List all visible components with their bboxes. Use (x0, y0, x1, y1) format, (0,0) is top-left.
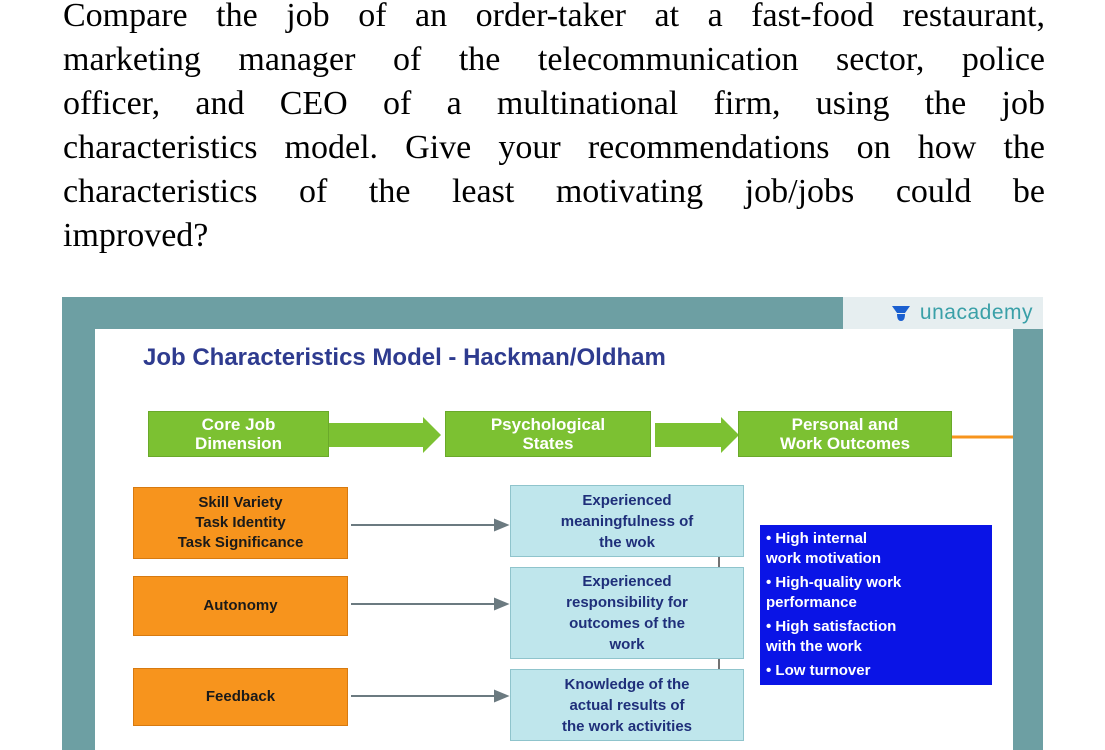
state-knowledge-results (510, 669, 744, 741)
header-line: Psychological (490, 415, 606, 434)
state-line: the work activities (561, 717, 693, 735)
unacademy-logo-icon (890, 302, 912, 324)
state-line: actual results of (569, 696, 685, 714)
state-line: outcomes of the (569, 615, 685, 632)
state-meaningfulness (510, 485, 744, 557)
question-text (63, 0, 1045, 258)
header-line: Personal and (791, 415, 899, 434)
diagram-title: Job Characteristics Model - Hackman/Oldham (143, 344, 666, 371)
slide (95, 329, 1013, 750)
outcome-line: • High satisfaction (766, 618, 897, 635)
outcome-line: work motivation (766, 550, 882, 567)
job-characteristics-figure (62, 297, 1043, 750)
outcome-line: • Low turnover (766, 662, 871, 679)
arrowhead-2 (495, 599, 507, 609)
outcome-line: • High-quality work (766, 574, 902, 591)
state-line: the wok (599, 533, 655, 551)
dimension-autonomy (133, 576, 348, 636)
state-line: responsibility for (566, 594, 688, 611)
header-arrow-2 (655, 417, 739, 453)
state-line: work (609, 636, 645, 653)
header-line: States (522, 434, 574, 453)
outcome-item (766, 529, 881, 569)
state-line: Experienced (582, 491, 672, 509)
question-line: characteristics of the least motivating job/jobs could be (63, 173, 1045, 210)
header-line: Core Job (201, 415, 276, 434)
outcome-item (766, 573, 901, 613)
question-line: improved? (63, 217, 209, 254)
brand-bar (843, 297, 1043, 329)
dimension-line: Autonomy (203, 597, 278, 614)
dimension-line: Feedback (205, 688, 276, 705)
question-line: officer, and CEO of a multinational firm, using the job (63, 85, 1045, 122)
question-line: characteristics model. Give your recommendations on how the (63, 129, 1045, 166)
arrowhead-3 (495, 691, 507, 701)
header-psychological-states (445, 411, 651, 457)
dimension-line: Task Identity (195, 514, 286, 531)
header-core-job-dimension (148, 411, 329, 457)
state-line: Knowledge of the (564, 675, 690, 693)
question-line: marketing manager of the telecommunication sector, police (63, 41, 1045, 78)
state-line: meaningfulness of (560, 512, 694, 530)
brand-name: unacademy (919, 301, 1033, 324)
dimension-skill-task (133, 487, 348, 559)
outcome-line: • High internal (766, 530, 868, 547)
state-line: Experienced (582, 573, 672, 590)
question-line: Compare the job of an order-taker at a fast-food restaurant, (63, 0, 1045, 34)
dimension-line: Skill Variety (198, 494, 283, 511)
outcome-item (766, 617, 896, 657)
outcome-item (766, 661, 870, 681)
outcome-line: performance (766, 594, 857, 611)
dimension-feedback (133, 668, 348, 726)
outcomes-box (760, 525, 992, 685)
header-arrow-1 (329, 417, 441, 453)
header-line: Work Outcomes (779, 434, 911, 453)
arrowhead-1 (495, 520, 507, 530)
state-responsibility (510, 567, 744, 659)
dimension-line: Task Significance (177, 534, 304, 551)
outcome-line: with the work (766, 638, 862, 655)
header-line: Dimension (195, 434, 282, 453)
header-personal-work-outcomes (738, 411, 952, 457)
